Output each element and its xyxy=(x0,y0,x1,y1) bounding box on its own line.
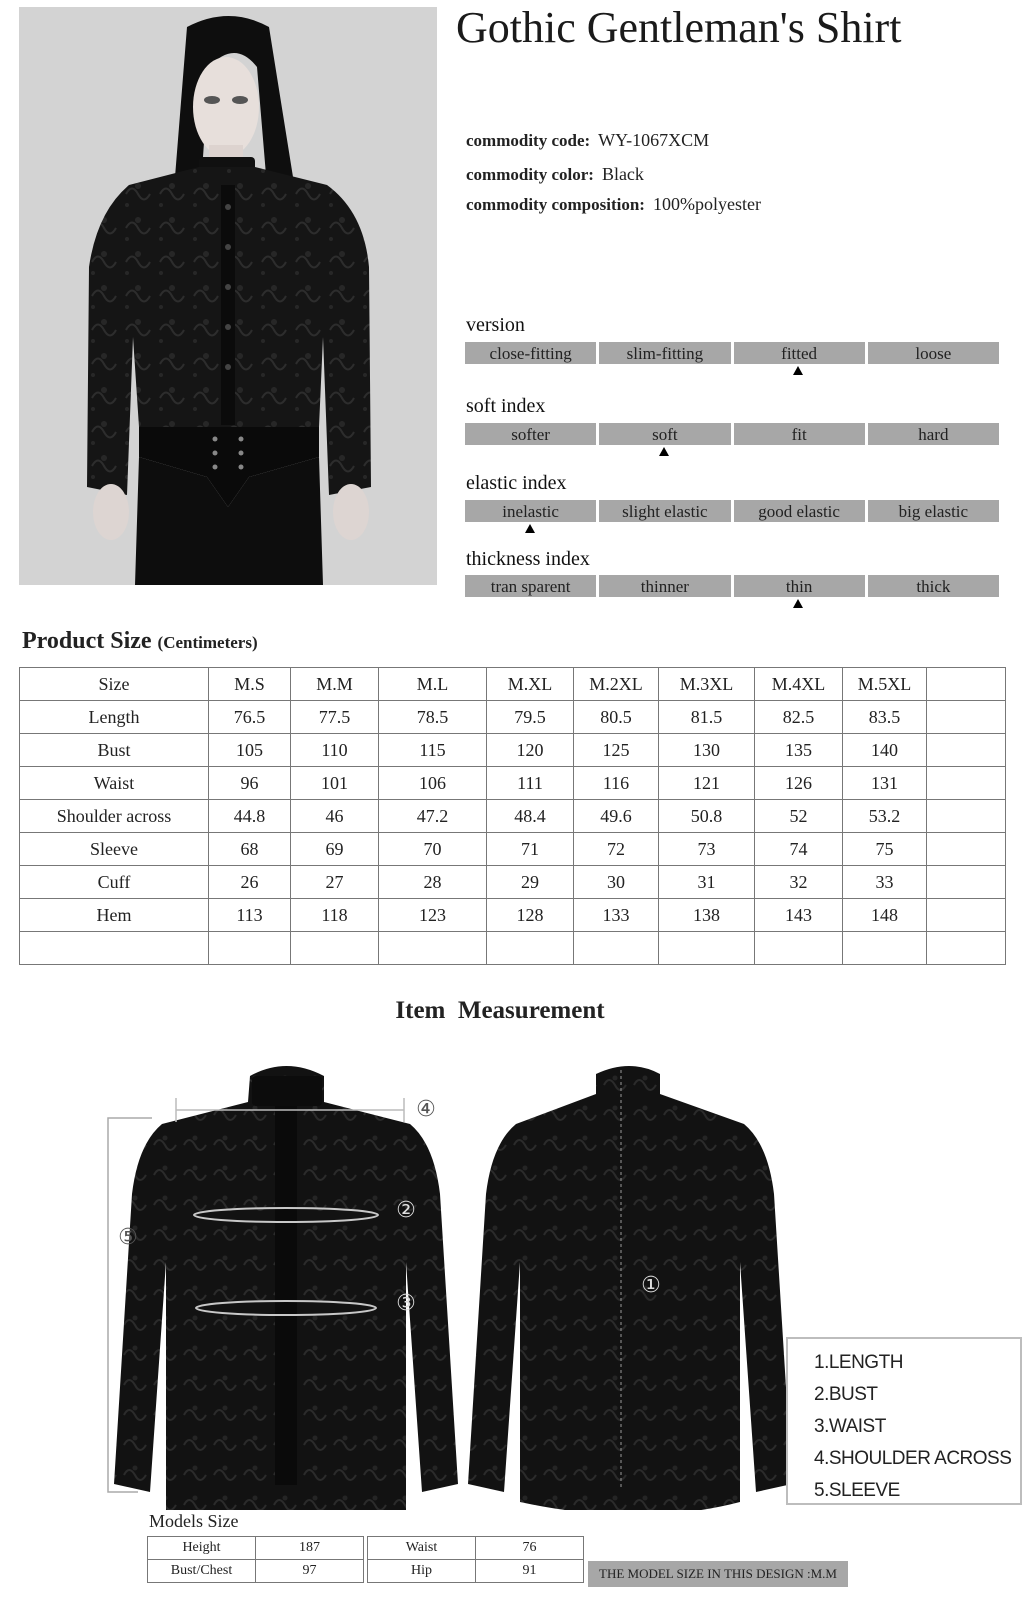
table-cell: 133 xyxy=(574,899,659,932)
soft-index-option: fit xyxy=(734,423,865,445)
table-cell xyxy=(927,701,1006,734)
row-label xyxy=(20,932,209,965)
commodity-code xyxy=(466,130,709,151)
product-size-title xyxy=(22,628,258,655)
product-size-label: Product Size xyxy=(22,628,152,654)
column-header: M.S xyxy=(209,668,291,701)
elastic-index-option: slight elastic xyxy=(599,500,730,522)
measurement-legend xyxy=(786,1337,1022,1505)
table-cell: 118 xyxy=(291,899,379,932)
models-size-title: Models Size xyxy=(149,1511,239,1531)
thickness-index-bar xyxy=(465,575,999,597)
column-header: M.XL xyxy=(487,668,574,701)
table-row xyxy=(20,800,1006,833)
table-row xyxy=(20,701,1006,734)
column-header xyxy=(927,668,1006,701)
table-cell: 105 xyxy=(209,734,291,767)
version-option: slim-fitting xyxy=(599,342,730,364)
marker-shoulder: ④ xyxy=(416,1097,436,1122)
marker-waist: ③ xyxy=(396,1291,416,1316)
table-cell: 76.5 xyxy=(209,701,291,734)
legend-item: 2.BUST xyxy=(814,1384,878,1405)
legend-item: 3.WAIST xyxy=(814,1416,886,1437)
table-cell: 116 xyxy=(574,767,659,800)
table-row xyxy=(368,1560,584,1583)
table-cell xyxy=(927,734,1006,767)
info-label: commodity code: xyxy=(466,131,591,150)
row-label: Bust xyxy=(20,734,209,767)
table-cell: 74 xyxy=(755,833,843,866)
marker-bust: ② xyxy=(396,1198,416,1223)
commodity-color xyxy=(466,164,644,185)
table-cell: 81.5 xyxy=(659,701,755,734)
marker-length: ① xyxy=(641,1273,661,1298)
table-cell: 125 xyxy=(574,734,659,767)
models-label: Hip xyxy=(368,1560,476,1583)
table-cell: 120 xyxy=(487,734,574,767)
table-cell: 26 xyxy=(209,866,291,899)
table-row xyxy=(20,767,1006,800)
elastic-index-option: good elastic xyxy=(734,500,865,522)
table-cell: 131 xyxy=(843,767,927,800)
table-cell: 110 xyxy=(291,734,379,767)
info-value: 100%polyester xyxy=(652,194,761,214)
table-cell: 71 xyxy=(487,833,574,866)
table-cell xyxy=(209,932,291,965)
table-cell: 73 xyxy=(659,833,755,866)
table-cell: 82.5 xyxy=(755,701,843,734)
model-size-note: THE MODEL SIZE IN THIS DESIGN :M.M xyxy=(588,1561,848,1587)
table-cell xyxy=(487,932,574,965)
table-cell: 30 xyxy=(574,866,659,899)
table-cell: 72 xyxy=(574,833,659,866)
models-table-right xyxy=(367,1536,584,1583)
models-table-left xyxy=(147,1536,364,1583)
product-title: Gothic Gentleman's Shirt xyxy=(456,3,902,52)
column-header: M.5XL xyxy=(843,668,927,701)
table-cell: 68 xyxy=(209,833,291,866)
table-cell: 46 xyxy=(291,800,379,833)
table-row xyxy=(20,866,1006,899)
marker-sleeve: ⑤ xyxy=(118,1225,138,1250)
table-cell: 130 xyxy=(659,734,755,767)
row-label: Sleeve xyxy=(20,833,209,866)
column-header: Size xyxy=(20,668,209,701)
elastic-index-title: elastic index xyxy=(466,472,567,494)
legend-item: 1.LENGTH xyxy=(814,1352,903,1373)
back-shirt xyxy=(468,1066,792,1510)
table-cell: 80.5 xyxy=(574,701,659,734)
table-cell: 52 xyxy=(755,800,843,833)
table-row xyxy=(148,1560,364,1583)
legend-item: 4.SHOULDER ACROSS xyxy=(814,1448,1012,1469)
soft-index-option: soft xyxy=(599,423,730,445)
row-label: Shoulder across xyxy=(20,800,209,833)
table-row xyxy=(20,734,1006,767)
thickness-index-option: thinner xyxy=(599,575,730,597)
item-measurement-title: Item Measurement xyxy=(395,997,605,1024)
models-value: 76 xyxy=(476,1537,584,1560)
row-label: Hem xyxy=(20,899,209,932)
product-size-unit: (Centimeters) xyxy=(157,633,258,652)
soft-index-bar xyxy=(465,423,999,445)
table-cell: 27 xyxy=(291,866,379,899)
table-cell: 48.4 xyxy=(487,800,574,833)
table-cell xyxy=(291,932,379,965)
table-row xyxy=(368,1537,584,1560)
thickness-index-title: thickness index xyxy=(466,548,590,570)
selected-marker-icon xyxy=(793,599,803,608)
table-row xyxy=(20,833,1006,866)
table-cell: 111 xyxy=(487,767,574,800)
table-cell: 148 xyxy=(843,899,927,932)
table-cell: 53.2 xyxy=(843,800,927,833)
size-table-body xyxy=(20,668,1006,965)
front-shirt xyxy=(114,1066,458,1510)
table-cell xyxy=(574,932,659,965)
version-option: close-fitting xyxy=(465,342,596,364)
elastic-index-bar xyxy=(465,500,999,522)
elastic-index-option: big elastic xyxy=(868,500,999,522)
info-label: commodity color: xyxy=(466,165,594,184)
table-cell: 128 xyxy=(487,899,574,932)
table-cell: 135 xyxy=(755,734,843,767)
table-cell: 78.5 xyxy=(379,701,487,734)
table-cell: 113 xyxy=(209,899,291,932)
table-cell: 70 xyxy=(379,833,487,866)
column-header: M.M xyxy=(291,668,379,701)
table-cell xyxy=(927,866,1006,899)
table-cell: 31 xyxy=(659,866,755,899)
column-header: M.3XL xyxy=(659,668,755,701)
table-cell xyxy=(927,899,1006,932)
table-row xyxy=(20,899,1006,932)
table-cell: 106 xyxy=(379,767,487,800)
table-cell: 96 xyxy=(209,767,291,800)
table-cell: 47.2 xyxy=(379,800,487,833)
table-cell: 77.5 xyxy=(291,701,379,734)
selected-marker-icon xyxy=(659,447,669,456)
version-bar xyxy=(465,342,999,364)
table-cell: 28 xyxy=(379,866,487,899)
table-cell: 29 xyxy=(487,866,574,899)
table-cell: 33 xyxy=(843,866,927,899)
table-header-row xyxy=(20,668,1006,701)
table-row xyxy=(20,932,1006,965)
table-cell: 44.8 xyxy=(209,800,291,833)
thickness-index-option: thick xyxy=(868,575,999,597)
models-value: 187 xyxy=(256,1537,364,1560)
commodity-composition xyxy=(466,194,761,215)
legend-item: 5.SLEEVE xyxy=(814,1480,900,1501)
soft-index-option: softer xyxy=(465,423,596,445)
models-label: Waist xyxy=(368,1537,476,1560)
models-label: Height xyxy=(148,1537,256,1560)
selected-marker-icon xyxy=(793,366,803,375)
column-header: M.2XL xyxy=(574,668,659,701)
table-cell: 115 xyxy=(379,734,487,767)
table-cell: 140 xyxy=(843,734,927,767)
table-cell xyxy=(927,800,1006,833)
table-cell xyxy=(659,932,755,965)
table-cell: 69 xyxy=(291,833,379,866)
table-cell xyxy=(755,932,843,965)
table-cell: 143 xyxy=(755,899,843,932)
version-option: fitted xyxy=(734,342,865,364)
row-label: Waist xyxy=(20,767,209,800)
size-table xyxy=(19,667,1006,965)
soft-index-title: soft index xyxy=(466,395,546,417)
table-cell xyxy=(927,767,1006,800)
info-value: WY-1067XCM xyxy=(598,130,710,150)
row-label: Length xyxy=(20,701,209,734)
thickness-index-option: tran sparent xyxy=(465,575,596,597)
table-cell: 138 xyxy=(659,899,755,932)
table-row xyxy=(148,1537,364,1560)
thickness-index-option: thin xyxy=(734,575,865,597)
table-cell: 126 xyxy=(755,767,843,800)
model-photo xyxy=(19,7,437,585)
table-cell xyxy=(927,932,1006,965)
version-title: version xyxy=(466,314,525,336)
selected-marker-icon xyxy=(525,524,535,533)
version-option: loose xyxy=(868,342,999,364)
info-value: Black xyxy=(601,164,644,184)
column-header: M.L xyxy=(379,668,487,701)
table-cell: 75 xyxy=(843,833,927,866)
table-cell xyxy=(379,932,487,965)
table-cell: 32 xyxy=(755,866,843,899)
info-label: commodity composition: xyxy=(466,195,645,214)
soft-index-option: hard xyxy=(868,423,999,445)
table-cell: 83.5 xyxy=(843,701,927,734)
elastic-index-option: inelastic xyxy=(465,500,596,522)
table-cell: 123 xyxy=(379,899,487,932)
column-header: M.4XL xyxy=(755,668,843,701)
row-label: Cuff xyxy=(20,866,209,899)
table-cell xyxy=(843,932,927,965)
table-cell: 79.5 xyxy=(487,701,574,734)
table-cell: 50.8 xyxy=(659,800,755,833)
table-cell: 121 xyxy=(659,767,755,800)
table-cell: 101 xyxy=(291,767,379,800)
models-value: 91 xyxy=(476,1560,584,1583)
models-value: 97 xyxy=(256,1560,364,1583)
table-cell xyxy=(927,833,1006,866)
models-label: Bust/Chest xyxy=(148,1560,256,1583)
table-cell: 49.6 xyxy=(574,800,659,833)
